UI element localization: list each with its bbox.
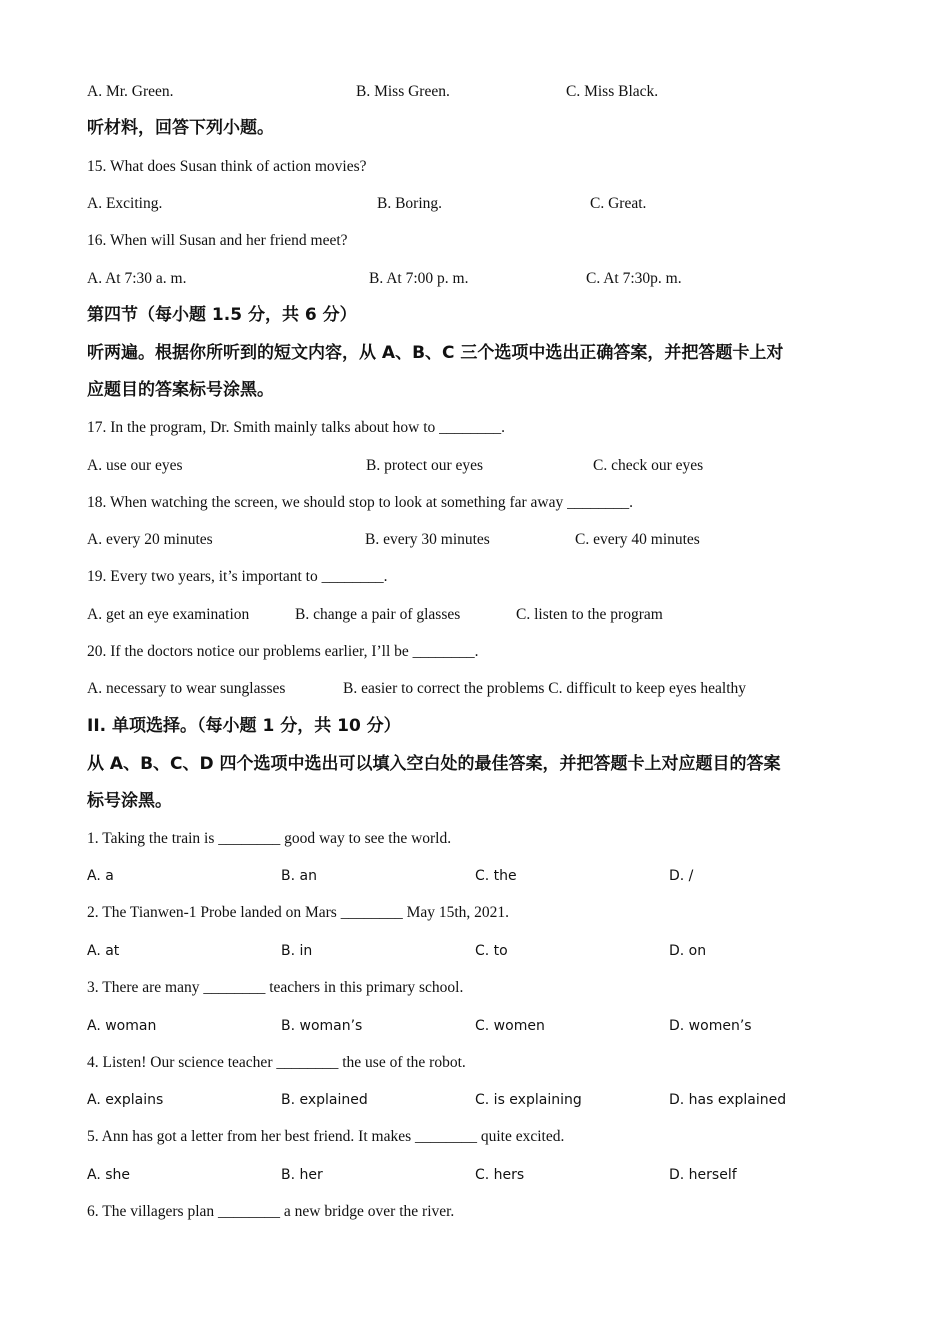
mc1-option-c: C. the	[475, 868, 517, 884]
q17-option-c: C. check our eyes	[593, 457, 704, 474]
q16-option-b: B. At 7:00 p. m.	[369, 270, 469, 287]
mc3-option-a: A. woman	[87, 1018, 157, 1034]
q15-question: 15. What does Susan think of action movies?	[87, 158, 367, 175]
q15-option-c: C. Great.	[590, 195, 647, 212]
mc3-question: 3. There are many ________ teachers in this primary school.	[87, 979, 464, 996]
mc2-option-a: A. at	[87, 943, 120, 959]
q18-question: 18. When watching the screen, we should stop to look at something far away ________.	[87, 494, 633, 511]
mc5-option-c: C. hers	[475, 1167, 525, 1183]
mc4-option-c: C. is explaining	[475, 1092, 582, 1108]
mc5-option-b: B. her	[281, 1167, 323, 1183]
q14-option-c: C. Miss Black.	[566, 83, 659, 100]
q15-option-b: B. Boring.	[377, 195, 443, 212]
section4-instruction-line1: 听两遍。根据你所听到的短文内容，从 A、B、C 三个选项中选出正确答案，并把答题卡上对	[87, 343, 784, 363]
q17-option-b: B. protect our eyes	[366, 457, 484, 474]
mc5-option-d: D. herself	[669, 1167, 737, 1183]
mc4-option-b: B. explained	[281, 1092, 368, 1108]
q20-option-a: A. necessary to wear sunglasses	[87, 680, 286, 697]
listen-instruction: 听材料，回答下列小题。	[87, 118, 274, 138]
q19-option-a: A. get an eye examination	[87, 606, 250, 623]
mc4-option-a: A. explains	[87, 1092, 164, 1108]
q14-option-b: B. Miss Green.	[356, 83, 450, 100]
q16-option-c: C. At 7:30p. m.	[586, 270, 682, 287]
q17-question: 17. In the program, Dr. Smith mainly talks about how to ________.	[87, 419, 506, 436]
section4-title: 第四节（每小题 1.5 分，共 6 分）	[87, 305, 357, 325]
q15-option-a: A. Exciting.	[87, 195, 163, 212]
q19-option-b: B. change a pair of glasses	[295, 606, 461, 623]
mc5-option-a: A. she	[87, 1167, 131, 1183]
q19-question: 19. Every two years, it’s important to ________.	[87, 568, 388, 585]
mc5-question: 5. Ann has got a letter from her best friend. It makes ________ quite excited.	[87, 1128, 565, 1145]
mc3-option-c: C. women	[475, 1018, 545, 1034]
mc1-option-d: D. /	[669, 868, 694, 884]
q14-option-a: A. Mr. Green.	[87, 83, 174, 100]
mc1-option-a: A. a	[87, 868, 114, 884]
mc1-question: 1. Taking the train is ________ good way to see the world.	[87, 830, 452, 847]
part2-instruction-line2: 标号涂黑。	[87, 791, 172, 811]
q20-option-bc: B. easier to correct the problems C. difficult to keep eyes healthy	[343, 680, 747, 697]
part2-instruction-line1: 从 A、B、C、D 四个选项中选出可以填入空白处的最佳答案，并把答题卡上对应题目的答案	[87, 754, 781, 774]
mc2-option-b: B. in	[281, 943, 313, 959]
q18-option-c: C. every 40 minutes	[575, 531, 700, 548]
q17-option-a: A. use our eyes	[87, 457, 183, 474]
mc3-option-d: D. women’s	[669, 1018, 752, 1034]
mc2-option-c: C. to	[475, 943, 508, 959]
mc1-option-b: B. an	[281, 868, 317, 884]
section4-instruction-line2: 应题目的答案标号涂黑。	[87, 380, 274, 400]
q16-option-a: A. At 7:30 a. m.	[87, 270, 187, 287]
q16-question: 16. When will Susan and her friend meet?	[87, 232, 348, 249]
mc3-option-b: B. woman’s	[281, 1018, 363, 1034]
mc2-option-d: D. on	[669, 943, 707, 959]
mc4-question: 4. Listen! Our science teacher ________ the use of the robot.	[87, 1054, 466, 1071]
q19-option-c: C. listen to the program	[516, 606, 663, 623]
part2-title: II. 单项选择。（每小题 1 分，共 10 分）	[87, 716, 401, 736]
mc4-option-d: D. has explained	[669, 1092, 787, 1108]
q20-question: 20. If the doctors notice our problems earlier, I’ll be ________.	[87, 643, 479, 660]
mc2-question: 2. The Tianwen-1 Probe landed on Mars ________ May 15th, 2021.	[87, 904, 510, 921]
q18-option-b: B. every 30 minutes	[365, 531, 490, 548]
mc6-question: 6. The villagers plan ________ a new bridge over the river.	[87, 1203, 455, 1220]
q18-option-a: A. every 20 minutes	[87, 531, 213, 548]
